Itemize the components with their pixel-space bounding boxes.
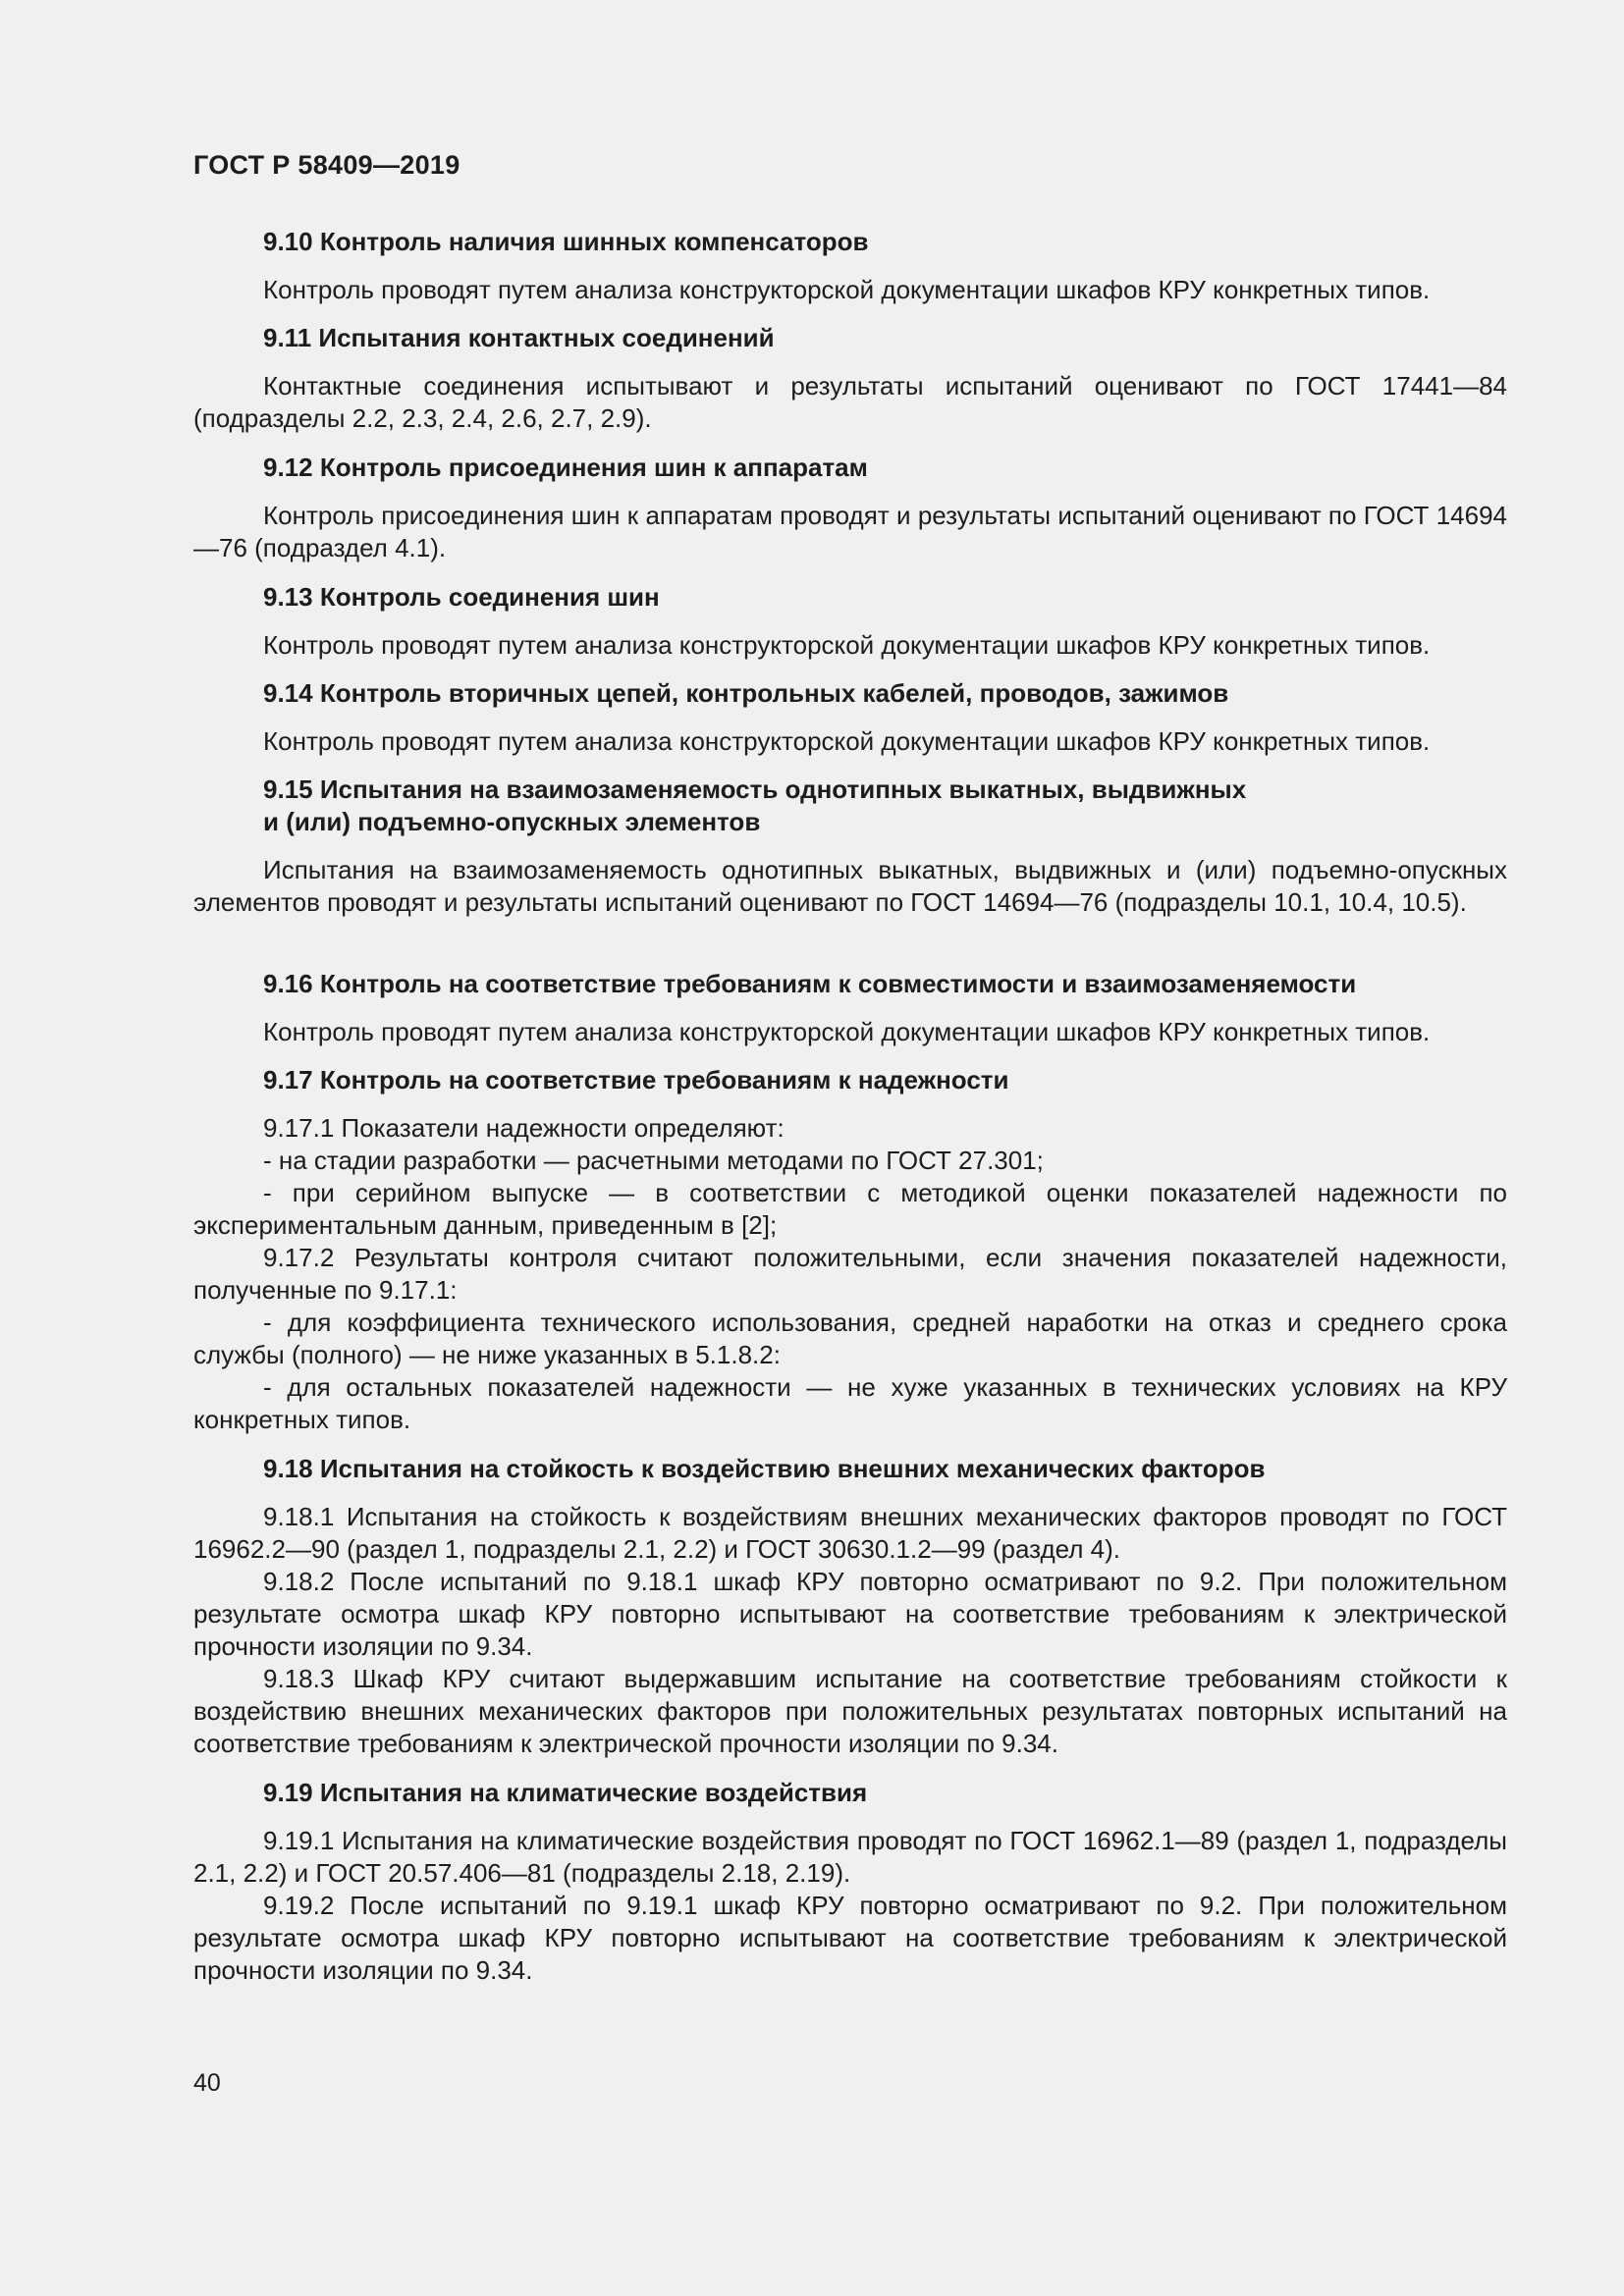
list-item: - на стадии разработки — расчетными методами по ГОСТ 27.301; [263,1146,1044,1175]
paragraph: 9.19.1 Испытания на климатические воздействия проводят по ГОСТ 16962.1—89 (раздел 1, подразделы 2.1, 2.2) и ГОСТ 20.57.406—81 (подразделы 2.18, 2.19). [193,1826,1507,1888]
paragraph: Испытания на взаимозаменяемость однотипных выкатных, выдвижных и (или) подъемно-опускных элементов проводят и результаты испытаний оценивают по ГОСТ 14694—76 (подразделы 10.1, 10.4, 10.5). [193,855,1507,917]
list-item: - при серийном выпуске — в соответствии с методикой оценки показателей надежности по экспериментальным данным, приведенным в [2]; [193,1178,1507,1240]
paragraph: 9.17.2 Результаты контроля считают положительными, если значения показателей надежности, полученные по 9.17.1: [193,1243,1507,1305]
section-heading: 9.11 Испытания контактных соединений [263,323,775,352]
section-heading: 9.18 Испытания на стойкость к воздействию внешних механических факторов [263,1454,1266,1483]
section-heading: 9.19 Испытания на климатические воздействия [263,1778,868,1807]
section-heading-continued: и (или) подъемно-опускных элементов [263,807,761,836]
paragraph: Контроль проводят путем анализа конструкторской документации шкафов КРУ конкретных типов. [263,1017,1431,1046]
paragraph: 9.18.2 После испытаний по 9.18.1 шкаф КРУ повторно осматривают по 9.2. При положительном результате осмотра шкаф КРУ повторно испытывают на соответствие требованиям к электрической прочности изоляции по 9.34. [193,1567,1507,1661]
paragraph: 9.18.3 Шкаф КРУ считают выдержавшим испытание на соответствие требованиям стойкости к воздействию внешних механических факторов при положительных результатах повторных испытаний на соответствие требованиям к электрической прочности изоляции по 9.34. [193,1664,1507,1758]
document-header: ГОСТ Р 58409—2019 [193,150,460,180]
paragraph: Контроль проводят путем анализа конструкторской документации шкафов КРУ конкретных типов. [263,275,1431,304]
section-heading: 9.14 Контроль вторичных цепей, контрольных кабелей, проводов, зажимов [263,678,1229,708]
paragraph: Контроль проводят путем анализа конструкторской документации шкафов КРУ конкретных типов. [263,726,1431,756]
paragraph: 9.18.1 Испытания на стойкость к воздействиям внешних механических факторов проводят по ГОСТ 16962.2—90 (раздел 1, подразделы 2.1, 2.2) и ГОСТ 30630.1.2—99 (раздел 4). [193,1502,1507,1564]
paragraph: 9.17.1 Показатели надежности определяют: [263,1113,785,1143]
section-heading: 9.13 Контроль соединения шин [263,582,660,612]
list-item: - для коэффициента технического использования, средней наработки на отказ и среднего срока службы (полного) — не ниже указанных в 5.1.8.2: [193,1308,1507,1369]
paragraph: 9.19.2 После испытаний по 9.19.1 шкаф КРУ повторно осматривают по 9.2. При положительном результате осмотра шкаф КРУ повторно испытывают на соответствие требованиям к электрической прочности изоляции по 9.34. [193,1891,1507,1985]
list-item: - для остальных показателей надежности — не хуже указанных в технических условиях на КРУ конкретных типов. [193,1372,1507,1434]
paragraph: Контроль присоединения шин к аппаратам проводят и результаты испытаний оценивают по ГОСТ 14694—76 (подраздел 4.1). [193,501,1507,562]
paragraph: Контактные соединения испытывают и результаты испытаний оценивают по ГОСТ 17441—84 (подразделы 2.2, 2.3, 2.4, 2.6, 2.7, 2.9). [193,371,1507,433]
section-heading: 9.12 Контроль присоединения шин к аппаратам [263,453,868,482]
paragraph: Контроль проводят путем анализа конструкторской документации шкафов КРУ конкретных типов. [263,630,1431,660]
section-heading: 9.10 Контроль наличия шинных компенсаторов [263,227,869,256]
section-heading: 9.16 Контроль на соответствие требованиям к совместимости и взаимозаменяемости [263,969,1357,998]
section-heading: 9.15 Испытания на взаимозаменяемость однотипных выкатных, выдвижных [263,774,1247,804]
page-number: 40 [193,2069,221,2097]
section-heading: 9.17 Контроль на соответствие требованиям к надежности [263,1065,1009,1095]
